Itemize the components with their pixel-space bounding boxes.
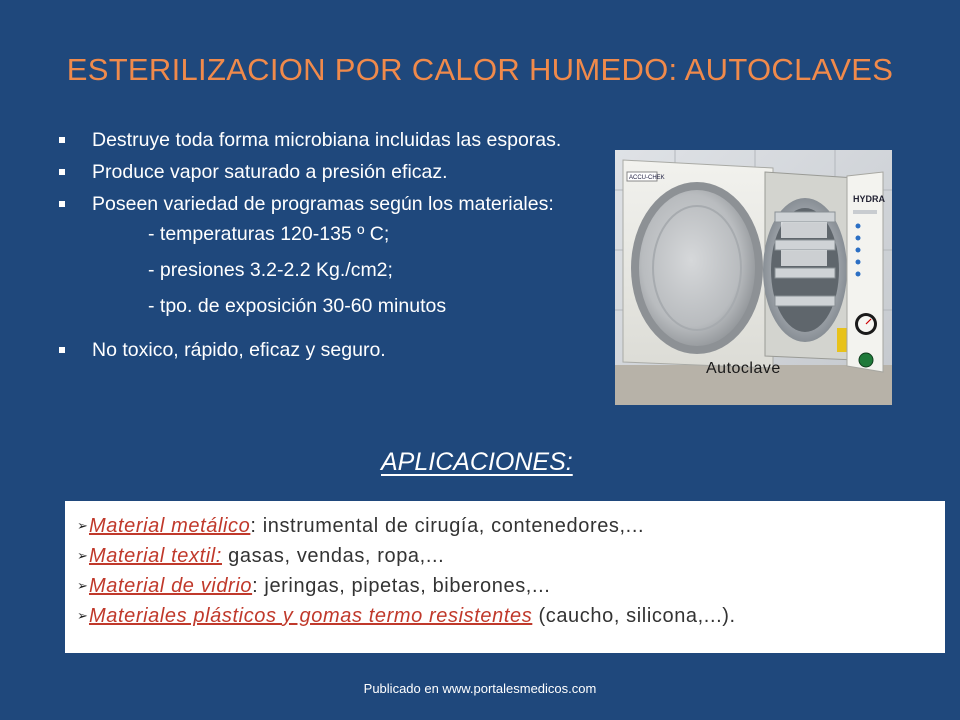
application-text: (caucho, silicona,...). bbox=[532, 605, 736, 627]
applications-heading: APLICACIONES: bbox=[381, 448, 573, 476]
square-bullet-icon bbox=[59, 169, 65, 175]
sub-item: - temperaturas 120-135 º C; bbox=[148, 223, 390, 245]
bullet-item bbox=[58, 160, 578, 184]
application-link[interactable]: Materiales plásticos y gomas termo resistentes bbox=[89, 605, 533, 627]
page-title: ESTERILIZACION POR CALOR HUMEDO: AUTOCLAVES bbox=[66, 52, 894, 87]
applications-box bbox=[65, 501, 945, 653]
arrow-bullet-icon: ➢ bbox=[77, 518, 89, 533]
bullet-list bbox=[58, 128, 578, 362]
sub-list bbox=[148, 222, 578, 330]
application-link[interactable]: Material metálico bbox=[89, 515, 251, 537]
square-bullet-icon bbox=[59, 137, 65, 143]
bullet-text: Destruye toda forma microbiana incluidas las esporas. bbox=[92, 129, 562, 151]
brand-left-label: ACCU-CHEK bbox=[629, 175, 665, 181]
application-text: : instrumental de cirugía, contenedores,... bbox=[250, 515, 645, 537]
square-bullet-icon bbox=[59, 347, 65, 353]
application-text: gasas, vendas, ropa,... bbox=[221, 545, 445, 567]
bullet-text: Poseen variedad de programas según los materiales: bbox=[92, 193, 554, 215]
brand-right-label: HYDRA bbox=[853, 194, 886, 204]
bullet-item bbox=[58, 338, 578, 362]
bullet-item bbox=[58, 128, 578, 152]
sub-item: - presiones 3.2-2.2 Kg./cm2; bbox=[148, 259, 393, 281]
application-link[interactable]: Material de vidrio bbox=[89, 575, 253, 597]
application-item bbox=[77, 541, 945, 571]
application-item bbox=[77, 571, 945, 601]
arrow-bullet-icon: ➢ bbox=[77, 548, 89, 563]
photo-caption: Autoclave bbox=[706, 360, 781, 377]
application-link[interactable]: Material textil: bbox=[89, 545, 222, 567]
application-item bbox=[77, 511, 945, 541]
footer-credit: Publicado en www.portalesmedicos.com bbox=[363, 681, 597, 696]
square-bullet-icon bbox=[59, 201, 65, 207]
bullet-item bbox=[58, 192, 578, 330]
application-text: : jeringas, pipetas, biberones,... bbox=[252, 575, 551, 597]
arrow-bullet-icon: ➢ bbox=[77, 578, 89, 593]
sub-item: - tpo. de exposición 30-60 minutos bbox=[148, 295, 447, 317]
arrow-bullet-icon: ➢ bbox=[77, 608, 89, 623]
bullet-text: No toxico, rápido, eficaz y seguro. bbox=[92, 339, 386, 361]
application-item bbox=[77, 601, 945, 631]
applications-list bbox=[65, 501, 945, 631]
bullet-text: Produce vapor saturado a presión eficaz. bbox=[92, 161, 448, 183]
